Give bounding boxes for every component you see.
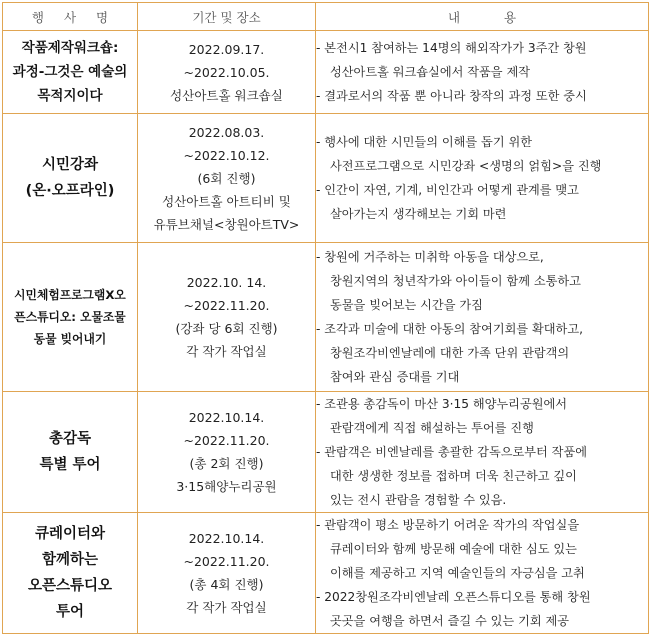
content-line: - 행사에 대한 시민들의 이해를 돕기 위한 bbox=[316, 135, 533, 149]
period-line: 2022.10.14. bbox=[188, 410, 265, 425]
content-line: 큐레이터와 함께 방문해 예술에 대한 심도 있는 bbox=[330, 542, 577, 556]
place-line: 성산아트홀 워크숍실 bbox=[170, 87, 283, 103]
period-line: 2022.10.14. bbox=[188, 531, 265, 546]
content-line: 있는 전시 관람을 경험할 수 있음. bbox=[330, 493, 507, 507]
event-name-line: 함께하는 bbox=[41, 552, 99, 568]
header-period-place: 기간 및 장소 bbox=[138, 3, 316, 31]
content-line: 살아가는지 생각해보는 기회 마련 bbox=[330, 207, 507, 221]
event-name-line: 과정-그것은 예술의 bbox=[12, 64, 128, 80]
table-row bbox=[3, 392, 649, 513]
content-line: 창원지역의 청년작가와 아이들이 함께 소통하고 bbox=[330, 274, 581, 288]
content-line: 참여와 관심 증대를 기대 bbox=[330, 370, 460, 384]
period-line: ~2022.10.05. bbox=[183, 64, 270, 80]
content-line: - 인간이 자연, 기계, 비인간과 어떻게 관계를 맺고 bbox=[316, 183, 579, 197]
period-line: 2022.09.17. bbox=[188, 41, 265, 57]
content-line: 동물을 빚어보는 시간을 가짐 bbox=[330, 298, 483, 312]
content-line: - 관람객은 비엔날레를 총괄한 감독으로부터 작품에 bbox=[316, 445, 588, 459]
content-line: - 2022창원조각비엔날레 오픈스튜디오를 통해 창원 bbox=[316, 590, 591, 604]
content-cell bbox=[316, 243, 649, 392]
place-line: 각 작가 작업실 bbox=[186, 344, 267, 359]
event-name-cell bbox=[3, 31, 138, 114]
period-line: ~2022.11.20. bbox=[183, 298, 270, 313]
content-line: - 관람객이 평소 방문하기 어려운 작가의 작업실을 bbox=[316, 518, 580, 532]
period-place-cell bbox=[138, 243, 316, 392]
period-line: (6회 진행) bbox=[197, 170, 256, 186]
event-name-line: 총감독 bbox=[48, 431, 92, 447]
place-line: 유튜브채널<창원아트TV> bbox=[153, 216, 300, 232]
place-line: 성산아트홀 아트티비 및 bbox=[162, 193, 291, 209]
event-name-cell bbox=[3, 114, 138, 243]
content-line: 이해를 제공하고 지역 예술인들의 자긍심을 고취 bbox=[330, 566, 585, 580]
event-name-cell bbox=[3, 392, 138, 513]
period-place-cell bbox=[138, 513, 316, 634]
content-line: 사전프로그램으로 시민강좌 <생명의 얽힘>을 진행 bbox=[330, 159, 602, 173]
content-line: 관람객에게 직접 해설하는 투어를 진행 bbox=[330, 421, 534, 435]
table-header-row bbox=[3, 3, 649, 31]
content-cell bbox=[316, 513, 649, 634]
event-name-line: 시민강좌 bbox=[41, 157, 99, 173]
table-row bbox=[3, 31, 649, 114]
period-line: ~2022.11.20. bbox=[183, 433, 270, 448]
event-schedule-table bbox=[2, 2, 649, 634]
event-name-line: 시민체험프로그램X오 bbox=[14, 288, 126, 302]
event-name-line: 큐레이터와 bbox=[34, 526, 106, 542]
period-line: (총 4회 진행) bbox=[189, 577, 264, 592]
content-line: 곳곳을 여행을 하면서 즐길 수 있는 기회 제공 bbox=[330, 614, 570, 628]
period-line: ~2022.10.12. bbox=[183, 147, 270, 163]
period-place-cell bbox=[138, 31, 316, 114]
content-line: 성산아트홀 워크숍실에서 작품을 제작 bbox=[330, 65, 530, 79]
place-line: 3·15해양누리공원 bbox=[176, 479, 277, 494]
period-place-cell bbox=[138, 114, 316, 243]
period-place-cell bbox=[138, 392, 316, 513]
event-name-cell bbox=[3, 243, 138, 392]
place-line: 각 작가 작업실 bbox=[186, 600, 267, 615]
content-line: - 조관용 총감독이 마산 3·15 해양누리공원에서 bbox=[316, 397, 568, 411]
content-line: 대한 생생한 정보를 접하며 더욱 친근하고 깊이 bbox=[330, 469, 577, 483]
table-row bbox=[3, 513, 649, 634]
content-line: - 결과로서의 작품 뿐 아니라 창작의 과정 또한 중시 bbox=[316, 89, 587, 103]
content-line: 창원조각비엔날레에 대한 가족 단위 관람객의 bbox=[330, 346, 570, 360]
table-row bbox=[3, 243, 649, 392]
event-name-line: 픈스튜디오: 오물조물 bbox=[14, 310, 126, 324]
content-line: - 조각과 미술에 대한 아동의 참여기회를 확대하고, bbox=[316, 322, 583, 336]
event-name-line: 특별 투어 bbox=[39, 457, 101, 473]
header-event-name: 행 사 명 bbox=[3, 3, 138, 31]
event-name-cell bbox=[3, 513, 138, 634]
period-line: 2022.10. 14. bbox=[186, 275, 267, 290]
event-name-line: (온·오프라인) bbox=[25, 183, 115, 199]
table-row bbox=[3, 114, 649, 243]
period-line: ~2022.11.20. bbox=[183, 554, 270, 569]
event-name-line: 목적지이다 bbox=[37, 88, 103, 104]
content-line: - 창원에 거주하는 미취학 아동을 대상으로, bbox=[316, 250, 544, 264]
event-name-line: 작품제작워크숍: bbox=[21, 40, 119, 56]
content-cell bbox=[316, 31, 649, 114]
event-name-line: 투어 bbox=[55, 604, 84, 620]
event-name-line: 동물 빚어내기 bbox=[33, 332, 107, 346]
header-content: 내 용 bbox=[316, 3, 649, 31]
period-line: 2022.08.03. bbox=[188, 124, 265, 140]
period-line: (총 2회 진행) bbox=[189, 456, 264, 471]
content-cell bbox=[316, 114, 649, 243]
content-line: - 본전시1 참여하는 14명의 해외작가가 3주간 창원 bbox=[316, 41, 587, 55]
period-line: (강좌 당 6회 진행) bbox=[175, 321, 278, 336]
event-name-line: 오픈스튜디오 bbox=[27, 578, 113, 594]
content-cell bbox=[316, 392, 649, 513]
